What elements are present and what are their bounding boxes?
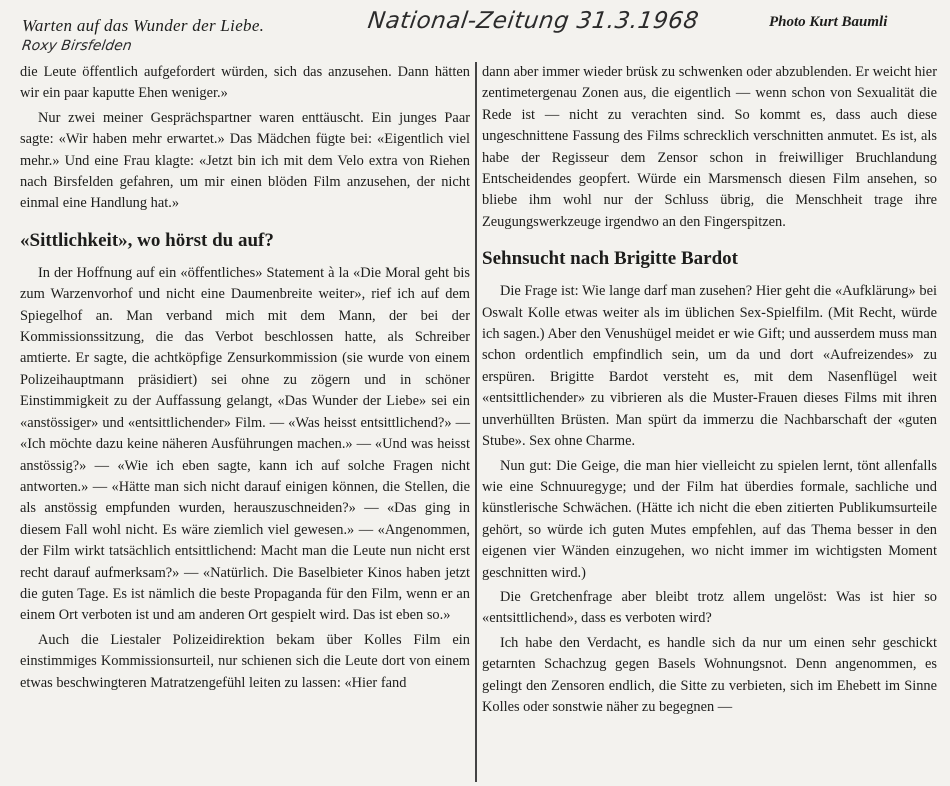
section-heading: «Sittlichkeit», wo hörst du auf? xyxy=(20,229,274,251)
paragraph: In der Hoffnung auf ein «öffentliches» Statement à la «Die Moral geht bis zum Warzenvorhof und nicht eine Daumenbreite weiter», rief ich auf dem Spiegelhof an. Man verband mich mit dem Mann, der bei der Kommissionssitzung, die das Verbot beschlossen hatte, als Schreiber amtierte. Er sagte, die achtköpfige Zensurkommission (sie wurde von einem Polizeihauptmann präsidiert) sei ohne zu zögern und in schöner Einstimmigkeit zu der Auffassung gelangt, «Das Wunder der Liebe» sei ein «anstössiger» und «entsittlichender» Film. — «Was heisst entsittlichend?» — «Ich möchte dazu keine näheren Ausführungen machen.» — «Und was heisst anstössig?» — «Wie ich eben sagte, kann ich auf solche Fragen nicht antworten.» — «Hätte man sich nicht darauf einigen können, die Stellen, die als anstössig empfunden wurden, herauszuschneiden?» — «Das ging in diesem Fall wohl nicht. Es wäre ziemlich viel gewesen.» — «Angenommen, der Film wirkt tatsächlich entsittlichend: Macht man die Leute nun nicht erst recht darauf aufmerksam?» — «Natürlich. Die Baselbieter Kinos haben jetzt die guten Tage. Es ist nämlich die beste Propaganda für den Film, wenn er an einem Ort verboten ist und am anderen Ort gespielt wird. Das ist eben so.» xyxy=(20,264,470,624)
paragraph: Nur zwei meiner Gesprächspartner waren enttäuscht. Ein junges Paar sagte: «Wir haben mehr erwartet.» Das Mädchen fügte bei: «Eigentlich viel mehr.» Und eine Frau klagte: «Jetzt bin ich mit dem Velo extra von Riehen nach Birsfelden gefahren, um mir einen blöden Film anzusehen, der nicht einmal eine Handlung hat.» xyxy=(20,109,470,212)
handwritten-note-venue: Roxy Birsfelden xyxy=(20,38,133,54)
paragraph: Ich habe den Verdacht, es handle sich da nur um einen sehr geschickt getarnten Schachzug gegen Basels Wohnungsnot. Denn angenommen, es gelingt den Zensoren endlich, die Sitte zu verbieten, sich im Ehebett im Sinne Kolles oder sonstwie näher zu begegnen — xyxy=(482,634,937,715)
clipping-header xyxy=(0,0,950,62)
column-divider xyxy=(475,62,477,782)
photo-credit: Photo Kurt Baumli xyxy=(769,14,888,30)
handwritten-note-source: National-Zeitung 31.3.1968 xyxy=(366,8,701,34)
paragraph: dann aber immer wieder brüsk zu schwenken oder abzublenden. Er weicht hier zentimetergenau Zonen aus, die eigentlich — wenn schon von Sexualität die Rede ist — nicht zu verachten sind. So kommt es, dass auch diese ungeschnittene Fassung des Films schrecklich verschnitten anmutet. Es ist, als habe der Regisseur dem Zensor schon in freiwilliger Bruchlandung Entscheidendes geopfert. Würde ein Marsmensch diesen Film ansehen, so bliebe ihm wohl nur der Schluss übrig, die Menschheit trage ihre Zeugungswerkzeuge irgendwo an den Fingerspitzen. xyxy=(482,64,937,230)
paragraph: Die Frage ist: Wie lange darf man zusehen? Hier geht die «Aufklärung» bei Oswalt Kolle etwas weiter als im üblichen Sex-Spielfilm. (Mit Recht, würde ich sagen.) Aber den Venushügel meidet er wie Gift; und ausserdem muss man schon ordentlich empfindlich sein, um da und dort «Aufreizendes» zu erspüren. Brigitte Bardot versteht es, mit dem Nasenflügel weit «entsittlichender» zu vibrieren als die Muster-Frauen dieses Films mit ihren unverhüllten Brüsten. Man spürt da immerzu die Nachbarschaft der «guten Stube». Sex ohne Charme. xyxy=(482,283,937,450)
paragraph: Auch die Liestaler Polizeidirektion bekam über Kolles Film ein einstimmiges Kommissionsurteil, nur schienen sich die Leute dort von einem etwas beschwingteren Matratzengefühl leiten zu lassen: «Hier fand xyxy=(20,631,470,691)
paragraph: Nun gut: Die Geige, die man hier vielleicht zu spielen lernt, tönt allenfalls wie eine Schnuuregyge; und der Film hat überdies formale, sachliche und künstlerische Schwächen. (Hätte ich nicht die eben zitierten Publikumsurteile gehört, so würde ich guten Mutes empfehlen, auf das Thema besser in den eigenen vier Wänden einzugehen, wo nicht immer im wichtigsten Moment geschnitten wird.) xyxy=(482,457,937,581)
paragraph: die Leute öffentlich aufgefordert würden, sich das anzusehen. Dann hätten wir ein paar kaputte Ehen weniger.» xyxy=(20,64,470,102)
photo-caption: Warten auf das Wunder der Liebe. xyxy=(22,16,265,35)
left-column xyxy=(20,62,470,697)
paragraph: Die Gretchenfrage aber bleibt trotz allem ungelöst: Was ist hier so «entsittlichend», dass es verboten wird? xyxy=(482,588,937,627)
right-column xyxy=(482,62,937,721)
section-heading: Sehnsucht nach Brigitte Bardot xyxy=(482,248,738,270)
